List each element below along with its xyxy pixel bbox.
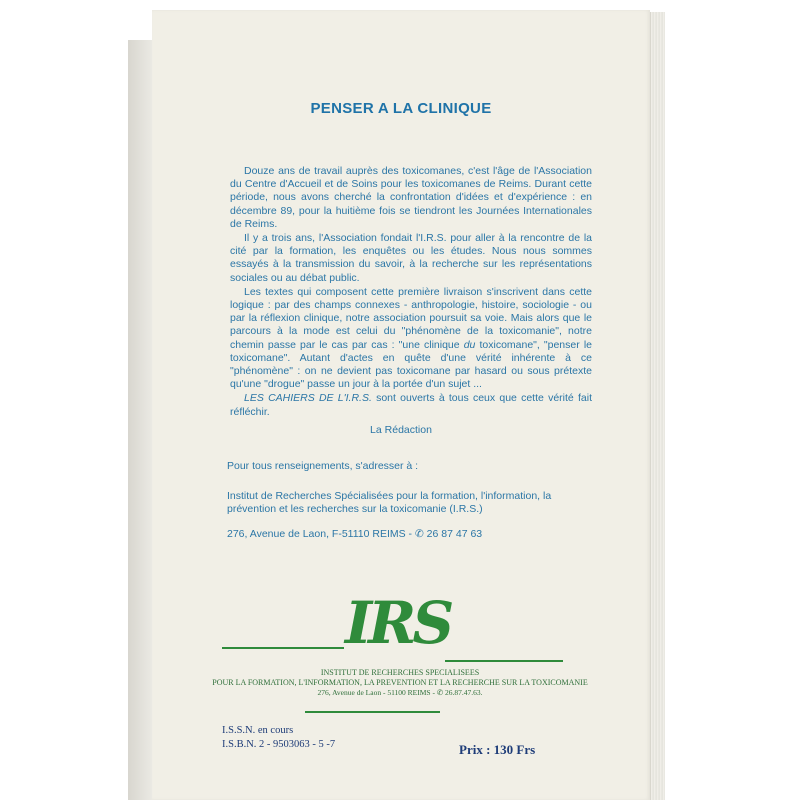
paragraph: LES CAHIERS DE L'I.R.S. sont ouverts à tous ceux que cette vérité fait réfléchir. bbox=[230, 392, 592, 418]
contact-intro: Pour tous renseignements, s'adresser à : bbox=[227, 460, 419, 472]
book-shadow bbox=[128, 40, 154, 800]
journal-name: LES CAHIERS DE L'I.R.S. bbox=[244, 392, 372, 405]
irs-logo: IRS bbox=[345, 589, 451, 657]
contact-institute: Institut de Recherches Spécialisées pour la formation, l'information, la prévention et les recherches sur la toxicomanie (I.R.S.) bbox=[227, 490, 552, 516]
paragraph: Il y a trois ans, l'Association fondait l'I.R.S. pour aller à la rencontre de la cité par la formation, les enquêtes ou les études. Nous nous sommes essayés à la transmission du savoir, à la recherche sur les représentations sociales ou au débat public. bbox=[230, 232, 592, 284]
logo-rule-bottom bbox=[305, 711, 440, 713]
contact-address: 276, Avenue de Laon, F-51110 REIMS - ✆ 26 87 47 63 bbox=[227, 528, 483, 540]
body-text bbox=[230, 165, 592, 420]
paragraph: Les textes qui composent cette première livraison s'inscrivent dans cette logique : par des champs connexes - anthropologie, histoire, sociologie - ou par la réflexion clinique, notre association poursuit sa voie. Mais alors que le parcours à la mode est celui du "phénomène de la toxicomanie", notre chemin passe par le cas par cas : "une clinique du toxicomane", "penser le toxicomane". Autant d'actes en quête d'une vérité inhérente à ce "phénomène" : on ne devient pas toxicomane par hasard ou sous prétexte qu'une "drogue" passe un jour à la portée d'un sujet ... bbox=[230, 285, 592, 391]
isbn-text: I.S.B.N. 2 - 9503063 - 5 -7 bbox=[222, 739, 336, 750]
institute-name: INSTITUT DE RECHERCHES SPECIALISEES bbox=[320, 668, 480, 677]
logo-rule-right bbox=[445, 660, 563, 662]
issn-text: I.S.S.N. en cours bbox=[222, 725, 294, 736]
logo-rule-left bbox=[222, 647, 344, 649]
book-page-edges bbox=[650, 12, 665, 800]
institute-address: 276, Avenue de Laon - 51100 REIMS - ✆ 26.87.47.63. bbox=[317, 688, 483, 697]
cover-title: PENSER A LA CLINIQUE bbox=[310, 100, 492, 117]
signature-redaction: La Rédaction bbox=[370, 424, 432, 436]
institute-purpose: POUR LA FORMATION, L'INFORMATION, LA PREVENTION ET LA RECHERCHE SUR LA TOXICOMANIE bbox=[212, 678, 588, 687]
paragraph: Douze ans de travail auprès des toxicomanes, c'est l'âge de l'Association du Centre d'Accueil et de Soins pour les toxicomanes de Reims. Durant cette période, nous avons cherché la confrontation d'idées et d'expérience : en décembre 89, pour la huitième fois se tiendront les Journées Internationales de Reims. bbox=[230, 165, 592, 230]
price-label: Prix : 130 Frs bbox=[459, 742, 536, 757]
